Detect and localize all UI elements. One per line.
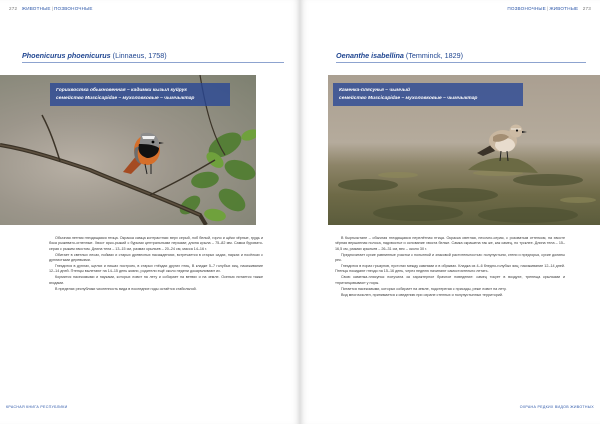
left-caption-line1: Горихвостка обыкновенная – кадимки кызыл куйрук — [56, 88, 187, 93]
paragraph: Гнездится в норах грызунов, пустотах между камнями и в обрывах. Кладка из 4–6 бледно-голубых яиц; насиживание 12–14 дней. Птенцы покидают гнездо на 15–16 день, через неделю начинают самостоятельно летать. — [335, 264, 565, 274]
paragraph: Питается насекомыми, которых собирает на земле, подстерегая с присады, реже ловит на лету. — [341, 286, 507, 291]
paragraph: В Кыргызстане – обычная гнездящаяся перелётная птица. Окраска светлая, песочно-серая, с розоватым оттенком, на хвосте чёрная вершинная полоса, надхвостье и основание хвоста белые. Самка окрашена так же, как самец, но тусклее. Длина тела – 15–16,5 см, размах крыльев – 26–31 см, вес – около 30 г. — [335, 236, 565, 251]
right-subsection: ПОЗВОНОЧНЫЕ — [507, 6, 546, 11]
right-running-head: ПОЗВОНОЧНЫЕ|ЖИВОТНЫЕ 273 — [507, 6, 591, 11]
paragraph: Кормится насекомыми и пауками, которых ловит на лету и собирает на ветвях и на земле. Осенью питается также ягодами. — [49, 275, 263, 285]
right-caption-line2: семейство Muscicapidae – мухоловковые – чымчыктар — [339, 95, 478, 101]
left-body-text — [49, 236, 263, 293]
paragraph: Вид многочислен, принимается к сведению при охране степных и полупустынных территорий. — [341, 292, 504, 297]
left-subsection: ПОЗВОНОЧНЫЕ — [54, 6, 93, 11]
right-section: ЖИВОТНЫЕ — [549, 6, 579, 11]
left-footer: КРАСНАЯ КНИГА РЕСПУБЛИКИ — [6, 405, 68, 409]
right-species-latin: Oenanthe isabellina — [336, 51, 404, 60]
paragraph: Свою каменка-плясунья получила за характерное брачное поведение: самец токует в воздухе, трепеща крыльями и «пританцовывая» у норы. — [335, 275, 565, 285]
left-section: ЖИВОТНЫЕ — [21, 6, 51, 11]
left-species-author: (Linnaeus, 1758) — [112, 51, 167, 60]
left-running-head: 272 ЖИВОТНЫЕ|ПОЗВОНОЧНЫЕ — [9, 6, 93, 11]
right-page-number: 273 — [582, 6, 591, 11]
left-species-latin: Phoenicurus phoenicurus — [22, 51, 111, 60]
right-caption — [333, 83, 523, 106]
left-species-title — [22, 51, 167, 60]
right-page — [300, 0, 600, 424]
paragraph: В пределах республики численность вида в последние годы остаётся стабильной. — [55, 286, 197, 291]
left-caption — [50, 83, 230, 106]
paragraph: Обычная летняя гнездящаяся птица. Окраска самца контрастная: верх серый, лоб белый, горло и щёки чёрные, грудь и бока рыжевато-огненные. Хвост ярко-рыжий с бурыми центральными перьями; длина крыла – 75–82 мм. Самка буровато-серая с рыжим хвостом. Длина тела – 13–15 см, размах крыльев – 20–24 см, масса 14–16 г. — [49, 236, 263, 251]
left-caption-line2: семейство Muscicapidae – мухоловковые – чымчыктар — [56, 95, 195, 101]
redstart-photo — [0, 75, 256, 225]
right-footer: ОХРАНА РЕДКИХ ВИДОВ ЖИВОТНЫХ — [519, 405, 594, 409]
right-caption-line1: Каменка-плясунья – чымчый — [339, 88, 411, 93]
wheatear-photo — [328, 75, 600, 225]
left-page-number: 272 — [9, 6, 18, 11]
paragraph: Гнездится в дуплах, щелях и нишах построек, в старых гнёздах других птиц. В кладке 5–7 голубых яиц, насиживание 12–14 дней. Птенцы вылетают на 14–15 день жизни, родители ещё около недели докармливают их. — [49, 264, 263, 274]
paragraph: Обитает в светлых лесах, поймах и старых древесных насаждениях, встречается в старых садах, парках и посёлках с дуплистыми деревьями. — [49, 252, 263, 262]
right-title-rule — [336, 62, 586, 63]
right-species-author: (Temminck, 1829) — [405, 51, 464, 60]
left-title-rule — [22, 62, 284, 63]
right-species-title — [336, 51, 463, 60]
paragraph: Предпочитает сухие равнинные участки с полынной и злаковой растительностью: полупустыни, степи и предгорья, сухие долины рек. — [335, 252, 565, 262]
right-body-text — [335, 236, 565, 299]
